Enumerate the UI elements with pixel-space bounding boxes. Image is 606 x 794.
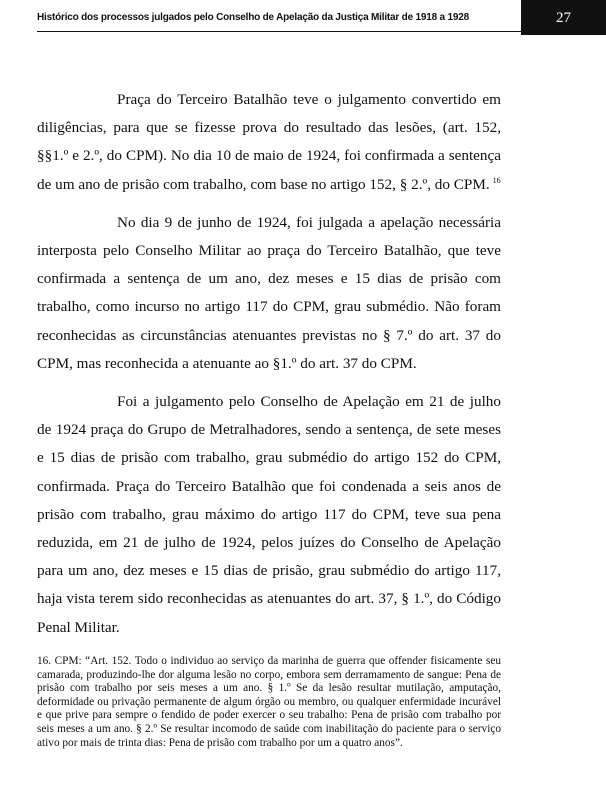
paragraph-2: No dia 9 de junho de 1924, foi julgada a apelação necessária interposta pelo Conselho Militar ao praça do Terceiro Batalhão, que teve confirmada a sentença de um ano, dez meses e 15 dias de prisão com trabalho, como incurso no artigo 117 do CPM, grau submédio. Não foram reconhecidas as circunstâncias atenuantes previstas no § 7.º do art. 37 do CPM, mas reconhecida a atenuante ao §1.º do art. 37 do CPM. (37, 213, 501, 372)
running-header-title: Histórico dos processos julgados pelo Conselho de Apelação da Justiça Militar de 1918 a 1928 (37, 12, 469, 23)
page-header (0, 0, 606, 40)
paragraph-1 (37, 86, 501, 199)
footnote (37, 655, 501, 750)
paragraph-1-text: Praça do Terceiro Batalhão teve o julgamento convertido em diligências, para que se fizesse prova do resultado das lesões, (art. 152, §§1.º e 2.º, do CPM). No dia 10 de maio de 1924, foi confirmada a sentença de um ano de prisão com trabalho, com base no artigo 152, § 2.º, do CPM. (37, 91, 501, 193)
header-rule (37, 31, 521, 32)
body-text (37, 86, 501, 652)
footnote-16: 16. CPM: “Art. 152. Todo o individuo ao serviço da marinha de guerra que offender fisicamente seu camarada, produzindo-lhe dor alguma lesão no corpo, embora sem derramamento de sangue: Pena de prisão com trabalho por seis meses a um ano. § 1.º Se da lesão resultar mutilação, amputação, deformidade ou privação permanente de algum órgão ou membro, ou qualquer enfermidade incurável e que prive para sempre o fendido de poder exercer o seu trabalho: Pena de prisão com trabalho por seis meses a um ano. § 2.º Se resultar incomodo de saúde com inabilitação do paciente para o serviço ativo por mais de trinta dias: Pena de prisão com trabalho por um a quatro anos”. (37, 655, 501, 749)
paragraph-3: Foi a julgamento pelo Conselho de Apelação em 21 de julho de 1924 praça do Grupo de Metralhadores, sendo a sentença, de sete meses e 15 dias de prisão com trabalho, grau submédio do artigo 152 do CPM, confirmada. Praça do Terceiro Batalhão que foi condenada a seis anos de prisão com trabalho, grau máximo do artigo 117 do CPM, teve sua pena reduzida, em 21 de julho de 1924, pelos juízes do Conselho de Apelação para um ano, dez meses e 15 dias de prisão, grau submédio do artigo 117, haja vista terem sido reconhecidas as atenuantes do art. 37, § 1.º, do Código Penal Militar. (37, 393, 501, 636)
page-number: 27 (521, 0, 606, 35)
footnote-reference: 16 (492, 175, 501, 185)
